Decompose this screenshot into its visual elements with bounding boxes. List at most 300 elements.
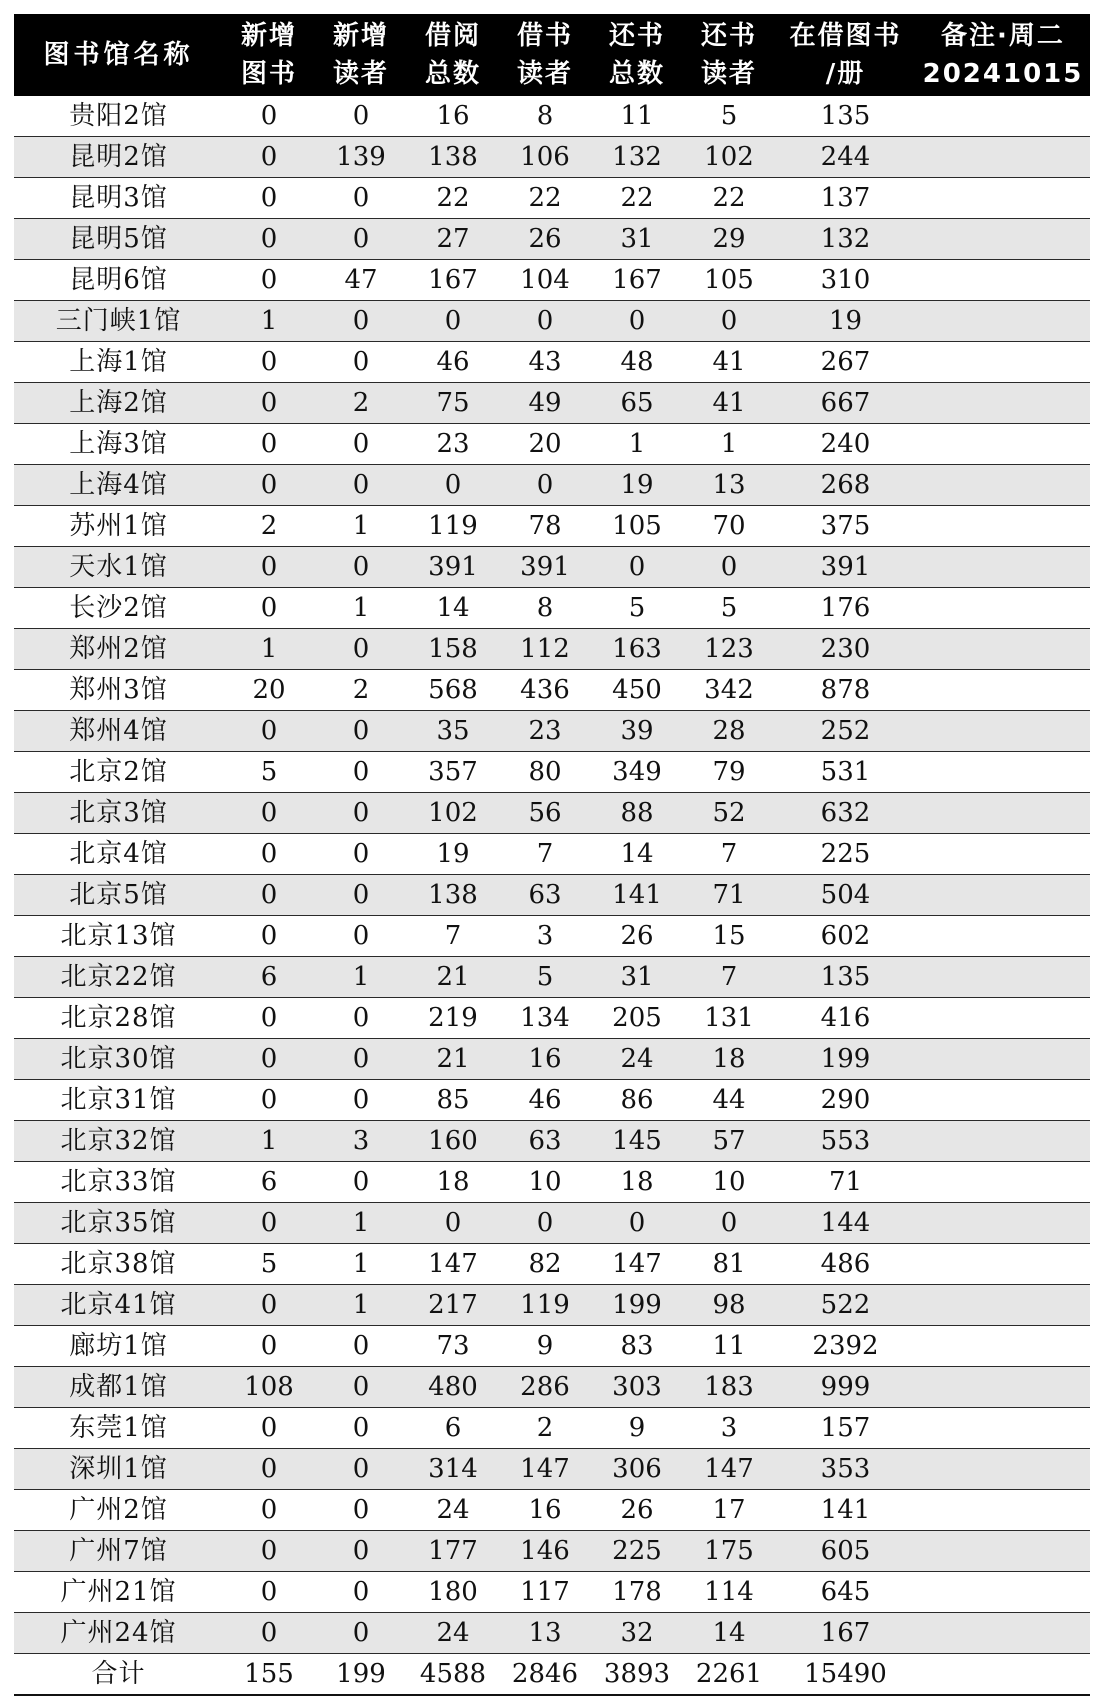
total-loans-cell: 219: [407, 998, 499, 1039]
books-on-loan-cell: 225: [775, 834, 916, 875]
returning-readers-cell: 175: [683, 1531, 775, 1572]
new-books-cell: 6: [223, 1162, 315, 1203]
books-on-loan-cell: 135: [775, 957, 916, 998]
table-row: [14, 1285, 1090, 1326]
total-new-books-cell: 155: [223, 1654, 315, 1696]
total-returns-cell: 178: [591, 1572, 683, 1613]
total-returns-cell: 19: [591, 465, 683, 506]
total-loans-cell: 138: [407, 875, 499, 916]
header-library-name: [14, 14, 223, 96]
total-returns-cell: 225: [591, 1531, 683, 1572]
header-line-2: 读者: [516, 59, 573, 89]
library-name-cell: 广州7馆: [14, 1531, 223, 1572]
new-books-cell: 0: [223, 465, 315, 506]
new-readers-cell: 0: [315, 178, 407, 219]
new-books-cell: 108: [223, 1367, 315, 1408]
returning-readers-cell: 102: [683, 137, 775, 178]
notes-cell: [916, 1449, 1090, 1490]
notes-cell: [916, 137, 1090, 178]
new-books-cell: 0: [223, 834, 315, 875]
new-books-cell: 2: [223, 506, 315, 547]
total-loans-cell: 0: [407, 301, 499, 342]
returning-readers-cell: 14: [683, 1613, 775, 1654]
notes-cell: [916, 260, 1090, 301]
returning-readers-cell: 98: [683, 1285, 775, 1326]
new-readers-cell: 139: [315, 137, 407, 178]
header-line-2: 读者: [700, 59, 757, 89]
header-total-returns: [591, 14, 683, 96]
books-on-loan-cell: 290: [775, 1080, 916, 1121]
library-name-cell: 昆明2馆: [14, 137, 223, 178]
total-loans-cell: 119: [407, 506, 499, 547]
total-returns-cell: 39: [591, 711, 683, 752]
new-books-cell: 0: [223, 96, 315, 137]
total-loans-cell: 147: [407, 1244, 499, 1285]
books-on-loan-cell: 19: [775, 301, 916, 342]
notes-cell: [916, 1408, 1090, 1449]
new-readers-cell: 0: [315, 1572, 407, 1613]
notes-cell: [916, 1490, 1090, 1531]
new-readers-cell: 0: [315, 1039, 407, 1080]
total-loans-cell: 167: [407, 260, 499, 301]
new-books-cell: 0: [223, 711, 315, 752]
table-row: [14, 260, 1090, 301]
total-returning-readers-cell: 2261: [683, 1654, 775, 1696]
books-on-loan-cell: 141: [775, 1490, 916, 1531]
library-name-cell: 北京13馆: [14, 916, 223, 957]
table-row: [14, 916, 1090, 957]
total-loans-cell: 568: [407, 670, 499, 711]
new-books-cell: 0: [223, 1408, 315, 1449]
header-new-books: [223, 14, 315, 96]
total-loans-cell: 27: [407, 219, 499, 260]
total-returns-cell: 5: [591, 588, 683, 629]
returning-readers-cell: 7: [683, 957, 775, 998]
books-on-loan-cell: 522: [775, 1285, 916, 1326]
notes-cell: [916, 1285, 1090, 1326]
new-readers-cell: 1: [315, 1285, 407, 1326]
library-name-cell: 北京4馆: [14, 834, 223, 875]
table-row: [14, 424, 1090, 465]
total-loans-cell: 7: [407, 916, 499, 957]
new-books-cell: 0: [223, 342, 315, 383]
new-readers-cell: 0: [315, 1531, 407, 1572]
total-loans-cell: 180: [407, 1572, 499, 1613]
new-books-cell: 0: [223, 1039, 315, 1080]
library-name-cell: 贵阳2馆: [14, 96, 223, 137]
books-on-loan-cell: 375: [775, 506, 916, 547]
borrowing-readers-cell: 147: [499, 1449, 591, 1490]
library-name-cell: 昆明5馆: [14, 219, 223, 260]
library-name-cell: 深圳1馆: [14, 1449, 223, 1490]
library-name-cell: 天水1馆: [14, 547, 223, 588]
total-loans-cell: 14: [407, 588, 499, 629]
header-new-readers: [315, 14, 407, 96]
returning-readers-cell: 5: [683, 588, 775, 629]
new-books-cell: 0: [223, 178, 315, 219]
returning-readers-cell: 5: [683, 96, 775, 137]
library-name-cell: 上海2馆: [14, 383, 223, 424]
borrowing-readers-cell: 46: [499, 1080, 591, 1121]
notes-cell: [916, 342, 1090, 383]
total-returns-cell: 145: [591, 1121, 683, 1162]
returning-readers-cell: 29: [683, 219, 775, 260]
returning-readers-cell: 13: [683, 465, 775, 506]
new-readers-cell: 0: [315, 711, 407, 752]
borrowing-readers-cell: 10: [499, 1162, 591, 1203]
returning-readers-cell: 131: [683, 998, 775, 1039]
borrowing-readers-cell: 78: [499, 506, 591, 547]
library-name-cell: 北京32馆: [14, 1121, 223, 1162]
notes-cell: [916, 424, 1090, 465]
library-name-cell: 郑州3馆: [14, 670, 223, 711]
table-row: [14, 1449, 1090, 1490]
borrowing-readers-cell: 16: [499, 1490, 591, 1531]
new-books-cell: 0: [223, 998, 315, 1039]
total-loans-cell: 19: [407, 834, 499, 875]
header-line-1: 借书: [516, 21, 573, 51]
borrowing-readers-cell: 104: [499, 260, 591, 301]
total-loans-cell: 357: [407, 752, 499, 793]
returning-readers-cell: 28: [683, 711, 775, 752]
notes-cell: [916, 711, 1090, 752]
books-on-loan-cell: 353: [775, 1449, 916, 1490]
returning-readers-cell: 147: [683, 1449, 775, 1490]
total-returns-cell: 163: [591, 629, 683, 670]
books-on-loan-cell: 391: [775, 547, 916, 588]
library-name-cell: 上海4馆: [14, 465, 223, 506]
total-returns-cell: 83: [591, 1326, 683, 1367]
borrowing-readers-cell: 8: [499, 96, 591, 137]
borrowing-readers-cell: 134: [499, 998, 591, 1039]
library-name-cell: 北京35馆: [14, 1203, 223, 1244]
library-name-cell: 北京22馆: [14, 957, 223, 998]
library-name-cell: 北京5馆: [14, 875, 223, 916]
header-line-2: 总数: [608, 59, 665, 89]
borrowing-readers-cell: 26: [499, 219, 591, 260]
new-books-cell: 20: [223, 670, 315, 711]
returning-readers-cell: 79: [683, 752, 775, 793]
borrowing-readers-cell: 20: [499, 424, 591, 465]
header-line-1: 新增: [332, 21, 389, 51]
table-row: [14, 96, 1090, 137]
new-books-cell: 5: [223, 752, 315, 793]
table-row: [14, 301, 1090, 342]
books-on-loan-cell: 553: [775, 1121, 916, 1162]
books-on-loan-cell: 144: [775, 1203, 916, 1244]
books-on-loan-cell: 135: [775, 96, 916, 137]
notes-cell: [916, 465, 1090, 506]
books-on-loan-cell: 230: [775, 629, 916, 670]
returning-readers-cell: 123: [683, 629, 775, 670]
new-readers-cell: 0: [315, 1162, 407, 1203]
new-readers-cell: 1: [315, 506, 407, 547]
notes-cell: [916, 752, 1090, 793]
new-readers-cell: 1: [315, 957, 407, 998]
total-loans-cell: 73: [407, 1326, 499, 1367]
table-row: [14, 137, 1090, 178]
total-returns-cell: 11: [591, 96, 683, 137]
library-name-cell: 北京30馆: [14, 1039, 223, 1080]
new-books-cell: 1: [223, 1121, 315, 1162]
header-line-1: 在借图书: [789, 21, 902, 51]
total-returns-cell: 306: [591, 1449, 683, 1490]
books-on-loan-cell: 2392: [775, 1326, 916, 1367]
total-loans-cell: 138: [407, 137, 499, 178]
total-loans-cell: 177: [407, 1531, 499, 1572]
total-returns-cell: 450: [591, 670, 683, 711]
books-on-loan-cell: 199: [775, 1039, 916, 1080]
table-row: [14, 1490, 1090, 1531]
library-name-cell: 北京33馆: [14, 1162, 223, 1203]
borrowing-readers-cell: 7: [499, 834, 591, 875]
total-returns-cell: 0: [591, 547, 683, 588]
new-books-cell: 0: [223, 219, 315, 260]
new-readers-cell: 0: [315, 1613, 407, 1654]
total-returns-cell: 0: [591, 1203, 683, 1244]
notes-cell: [916, 96, 1090, 137]
notes-cell: [916, 547, 1090, 588]
library-name-cell: 北京31馆: [14, 1080, 223, 1121]
library-name-cell: 东莞1馆: [14, 1408, 223, 1449]
new-books-cell: 0: [223, 1080, 315, 1121]
table-row: [14, 1408, 1090, 1449]
table-row: [14, 1244, 1090, 1285]
total-loans-cell: 160: [407, 1121, 499, 1162]
total-returns-cell: 31: [591, 957, 683, 998]
returning-readers-cell: 18: [683, 1039, 775, 1080]
books-on-loan-cell: 137: [775, 178, 916, 219]
new-books-cell: 0: [223, 1531, 315, 1572]
header-line-2: /册: [825, 59, 866, 89]
notes-cell: [916, 793, 1090, 834]
total-loans-cell: 0: [407, 1203, 499, 1244]
returning-readers-cell: 44: [683, 1080, 775, 1121]
books-on-loan-cell: 602: [775, 916, 916, 957]
new-readers-cell: 2: [315, 670, 407, 711]
header-borrowing-readers: [499, 14, 591, 96]
books-on-loan-cell: 267: [775, 342, 916, 383]
new-books-cell: 5: [223, 1244, 315, 1285]
new-readers-cell: 0: [315, 1490, 407, 1531]
books-on-loan-cell: 310: [775, 260, 916, 301]
borrowing-readers-cell: 391: [499, 547, 591, 588]
new-readers-cell: 0: [315, 547, 407, 588]
header-notes: [916, 14, 1090, 96]
total-returns-cell: 22: [591, 178, 683, 219]
books-on-loan-cell: 157: [775, 1408, 916, 1449]
header-line-1: 还书: [700, 21, 757, 51]
notes-cell: [916, 383, 1090, 424]
returning-readers-cell: 0: [683, 1203, 775, 1244]
new-readers-cell: 0: [315, 1326, 407, 1367]
library-stats-sheet: [14, 14, 1090, 1696]
total-returns-cell: 105: [591, 506, 683, 547]
total-loans-cell: 217: [407, 1285, 499, 1326]
borrowing-readers-cell: 112: [499, 629, 591, 670]
total-returns-cell: 132: [591, 137, 683, 178]
returning-readers-cell: 15: [683, 916, 775, 957]
total-returns-cell: 199: [591, 1285, 683, 1326]
borrowing-readers-cell: 0: [499, 301, 591, 342]
new-books-cell: 0: [223, 793, 315, 834]
total-new-readers-cell: 199: [315, 1654, 407, 1696]
new-books-cell: 0: [223, 1203, 315, 1244]
borrowing-readers-cell: 106: [499, 137, 591, 178]
books-on-loan-cell: 632: [775, 793, 916, 834]
notes-cell: [916, 219, 1090, 260]
new-readers-cell: 0: [315, 916, 407, 957]
table-row: [14, 711, 1090, 752]
total-returns-cell: 86: [591, 1080, 683, 1121]
returning-readers-cell: 41: [683, 342, 775, 383]
new-books-cell: 0: [223, 383, 315, 424]
total-loans-cell: 21: [407, 1039, 499, 1080]
library-name-cell: 北京2馆: [14, 752, 223, 793]
table-row: [14, 1039, 1090, 1080]
notes-cell: [916, 957, 1090, 998]
returning-readers-cell: 7: [683, 834, 775, 875]
table-row: [14, 629, 1090, 670]
new-books-cell: 0: [223, 1285, 315, 1326]
notes-cell: [916, 1326, 1090, 1367]
borrowing-readers-cell: 0: [499, 465, 591, 506]
total-loans-cell: 85: [407, 1080, 499, 1121]
returning-readers-cell: 11: [683, 1326, 775, 1367]
library-name-cell: 北京41馆: [14, 1285, 223, 1326]
notes-cell: [916, 178, 1090, 219]
total-returns-cell: 14: [591, 834, 683, 875]
total-loans-cell: 16: [407, 96, 499, 137]
total-books-on-loan-cell: 15490: [775, 1654, 916, 1696]
borrowing-readers-cell: 436: [499, 670, 591, 711]
notes-cell: [916, 1244, 1090, 1285]
new-readers-cell: 0: [315, 96, 407, 137]
returning-readers-cell: 10: [683, 1162, 775, 1203]
total-loans-cell: 22: [407, 178, 499, 219]
table-row: [14, 1121, 1090, 1162]
total-returns-cell: 26: [591, 1490, 683, 1531]
borrowing-readers-cell: 56: [499, 793, 591, 834]
notes-cell: [916, 998, 1090, 1039]
notes-cell: [916, 1039, 1090, 1080]
new-books-cell: 0: [223, 260, 315, 301]
notes-cell: [916, 1531, 1090, 1572]
notes-cell: [916, 834, 1090, 875]
notes-cell: [916, 1121, 1090, 1162]
total-loans-cell: 314: [407, 1449, 499, 1490]
library-name-cell: 北京28馆: [14, 998, 223, 1039]
total-loans-cell: 391: [407, 547, 499, 588]
new-books-cell: 0: [223, 588, 315, 629]
table-row: [14, 465, 1090, 506]
table-row: [14, 834, 1090, 875]
borrowing-readers-cell: 9: [499, 1326, 591, 1367]
library-name-cell: 广州2馆: [14, 1490, 223, 1531]
table-row: [14, 998, 1090, 1039]
total-returns-cell: 26: [591, 916, 683, 957]
books-on-loan-cell: 71: [775, 1162, 916, 1203]
notes-cell: [916, 875, 1090, 916]
table-row: [14, 1367, 1090, 1408]
books-on-loan-cell: 605: [775, 1531, 916, 1572]
total-returns-cell: 9: [591, 1408, 683, 1449]
new-readers-cell: 47: [315, 260, 407, 301]
books-on-loan-cell: 252: [775, 711, 916, 752]
borrowing-readers-cell: 13: [499, 1613, 591, 1654]
library-name-cell: 长沙2馆: [14, 588, 223, 629]
table-row: [14, 752, 1090, 793]
total-returns-cell: 65: [591, 383, 683, 424]
table-row: [14, 670, 1090, 711]
header-line-2: 图书: [240, 59, 297, 89]
header-line-2: 20241015: [922, 59, 1084, 89]
borrowing-readers-cell: 119: [499, 1285, 591, 1326]
header-total-loans: [407, 14, 499, 96]
new-books-cell: 1: [223, 629, 315, 670]
total-loans-cell: 102: [407, 793, 499, 834]
new-books-cell: 0: [223, 1326, 315, 1367]
total-borrowing-readers-cell: 2846: [499, 1654, 591, 1696]
notes-cell: [916, 1572, 1090, 1613]
returning-readers-cell: 0: [683, 547, 775, 588]
returning-readers-cell: 70: [683, 506, 775, 547]
new-readers-cell: 0: [315, 875, 407, 916]
library-name-cell: 三门峡1馆: [14, 301, 223, 342]
new-books-cell: 0: [223, 1572, 315, 1613]
total-returns-cell: 349: [591, 752, 683, 793]
new-readers-cell: 0: [315, 465, 407, 506]
total-returns-cell: 48: [591, 342, 683, 383]
total-returns-cell: 0: [591, 301, 683, 342]
table-body: [14, 96, 1090, 1695]
notes-cell: [916, 916, 1090, 957]
total-loans-cell: 480: [407, 1367, 499, 1408]
books-on-loan-cell: 176: [775, 588, 916, 629]
returning-readers-cell: 17: [683, 1490, 775, 1531]
table-header: [14, 14, 1090, 96]
notes-cell: [916, 1162, 1090, 1203]
borrowing-readers-cell: 80: [499, 752, 591, 793]
returning-readers-cell: 71: [683, 875, 775, 916]
header-books-on-loan: [775, 14, 916, 96]
table-row: [14, 875, 1090, 916]
total-loans-cell: 158: [407, 629, 499, 670]
books-on-loan-cell: 416: [775, 998, 916, 1039]
library-name-cell: 上海1馆: [14, 342, 223, 383]
total-loans-cell: 21: [407, 957, 499, 998]
new-readers-cell: 1: [315, 1203, 407, 1244]
library-name-cell: 广州24馆: [14, 1613, 223, 1654]
new-readers-cell: 0: [315, 1408, 407, 1449]
borrowing-readers-cell: 63: [499, 1121, 591, 1162]
header-line-2: 读者: [332, 59, 389, 89]
new-readers-cell: 0: [315, 1080, 407, 1121]
header-line-1: 还书: [608, 21, 665, 51]
table-row: [14, 957, 1090, 998]
new-readers-cell: 0: [315, 834, 407, 875]
total-returns-cell: 18: [591, 1162, 683, 1203]
new-readers-cell: 0: [315, 752, 407, 793]
returning-readers-cell: 114: [683, 1572, 775, 1613]
total-returns-cell: 24: [591, 1039, 683, 1080]
new-readers-cell: 0: [315, 342, 407, 383]
total-notes-cell: [916, 1654, 1090, 1696]
total-loans-cell: 35: [407, 711, 499, 752]
library-name-cell: 北京3馆: [14, 793, 223, 834]
books-on-loan-cell: 999: [775, 1367, 916, 1408]
notes-cell: [916, 629, 1090, 670]
